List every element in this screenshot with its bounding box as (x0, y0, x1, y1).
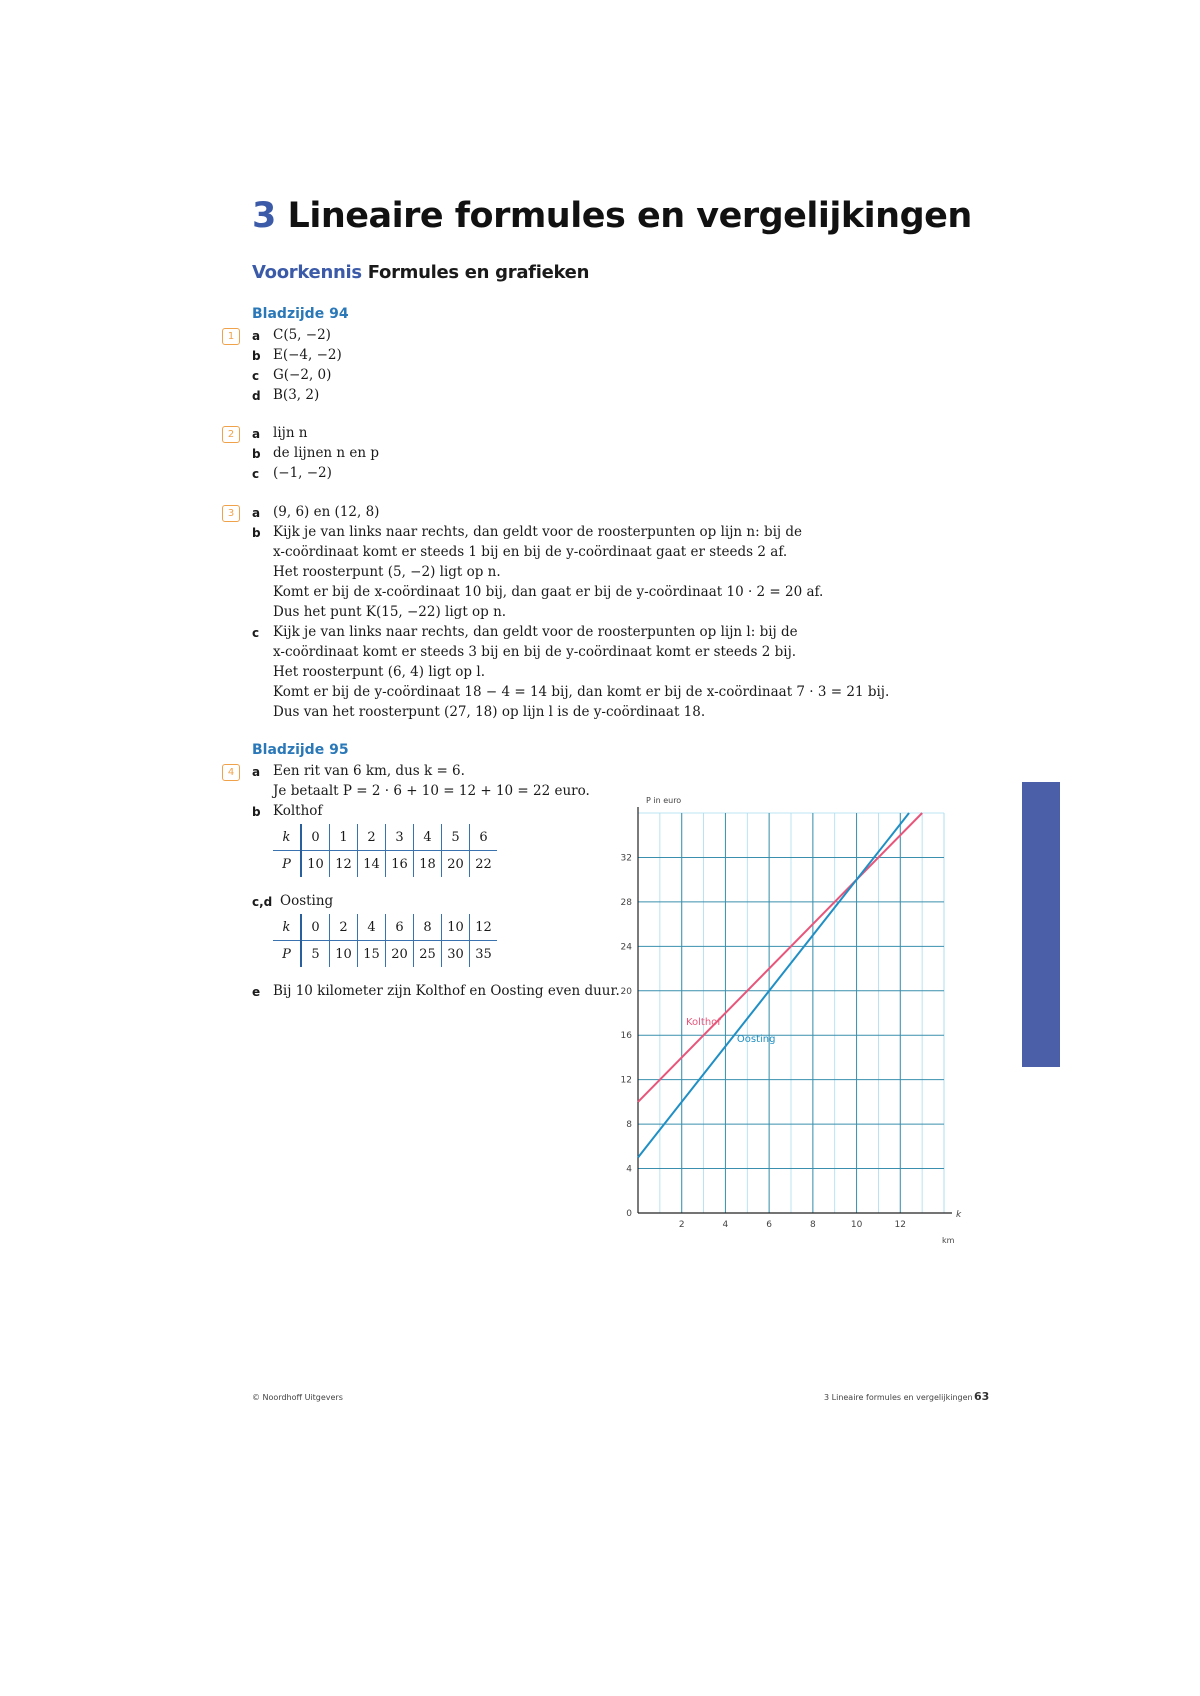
answer-3c-line: Komt er bij de y-coördinaat 18 − 4 = 14 bij, dan komt er bij de x-coördinaat 7 · 3 = 21 bij. (273, 684, 890, 700)
table-row (273, 851, 497, 878)
footer-page-number: 63 (974, 1390, 990, 1403)
table-cell: 18 (414, 851, 442, 878)
letter: d (252, 389, 261, 403)
table-row (273, 914, 497, 941)
y-tick-label: 32 (620, 853, 632, 864)
answer-3c-line: Kijk je van links naar rechts, dan geldt voor de roosterpunten op lijn l: bij de (273, 624, 798, 640)
letter: c (252, 626, 260, 640)
answer-3c-line: Het roosterpunt (6, 4) ligt op l. (273, 664, 485, 680)
y-tick-label: 20 (620, 986, 632, 997)
answer-3b-line: Kijk je van links naar rechts, dan geldt voor de roosterpunten op lijn n: bij de (273, 524, 803, 540)
chapter-title (252, 196, 972, 236)
y-tick-label: 0 (626, 1209, 632, 1219)
table-cell: P (282, 856, 291, 872)
answer-1c: G(−2, 0) (273, 367, 332, 383)
letter: a (252, 329, 261, 343)
letter: b (252, 447, 261, 461)
table-cell: 12 (330, 851, 358, 878)
table-cell: 1 (330, 824, 358, 851)
letter: a (252, 506, 261, 520)
x-tick-label: 6 (766, 1220, 773, 1230)
answer-1b: E(−4, −2) (273, 347, 342, 363)
table-cell: 22 (470, 851, 498, 878)
table-row (273, 824, 497, 851)
letter: b (252, 349, 261, 363)
table-cell: k (273, 824, 301, 851)
answer-4e: Bij 10 kilometer zijn Kolthof en Oosting even duur. (273, 983, 620, 999)
y-tick-label: 24 (620, 942, 632, 953)
answer-3c-line: x-coördinaat komt er steeds 3 bij en bij de y-coördinaat komt er steeds 2 bij. (273, 644, 797, 660)
table-cell: 14 (358, 851, 386, 878)
series-line (638, 813, 922, 1102)
table-cell: k (273, 914, 301, 941)
footer-chapter: 3 Lineaire formules en vergelijkingen (824, 1393, 973, 1402)
section-title-text: Formules en grafieken (367, 262, 590, 283)
table-row (273, 941, 497, 968)
series-label: Kolthof (685, 1016, 721, 1028)
letter: e (252, 985, 261, 999)
answer-4a-line: Je betaalt P = 2 · 6 + 10 = 12 + 10 = 22 euro. (273, 783, 590, 799)
table-cell: 2 (358, 824, 386, 851)
answer-3c-line: Dus van het roosterpunt (27, 18) op lijn l is de y-coördinaat 18. (273, 704, 706, 720)
axes (638, 807, 952, 1213)
letter: c (252, 369, 260, 383)
table-cell: 15 (358, 941, 386, 968)
table-cell: 12 (470, 914, 498, 941)
x-tick-label: 10 (850, 1220, 863, 1230)
answer-2b: de lijnen n en p (273, 445, 380, 461)
chapter-title-text: Lineaire formules en vergelijkingen (287, 196, 972, 236)
x-tick-label: 12 (894, 1220, 907, 1230)
section-prefix: Voorkennis (252, 262, 362, 283)
answer-3b-line: x-coördinaat komt er steeds 1 bij en bij de y-coördinaat gaat er steeds 2 af. (273, 544, 788, 560)
answer-3b-line: Dus het punt K(15, −22) ligt op n. (273, 604, 507, 620)
x-tick-label: 4 (722, 1220, 729, 1230)
answer-4a-line: Een rit van 6 km, dus k = 6. (273, 763, 465, 779)
table-cell: 5 (301, 941, 330, 968)
letter: b (252, 526, 261, 540)
letter: c,d (252, 895, 273, 909)
table-cell: 20 (386, 941, 414, 968)
answer-4b-label: Kolthof (273, 803, 323, 819)
question-number-1: 1 (222, 328, 240, 345)
series-line (638, 813, 909, 1157)
table-cell: P (282, 946, 291, 962)
table-cell: 0 (301, 824, 330, 851)
page-heading-94: Bladzijde 94 (252, 306, 349, 322)
table-cell: 16 (386, 851, 414, 878)
x-axis-label: k (956, 1210, 962, 1220)
y-tick-label: 12 (620, 1075, 632, 1086)
y-tick-label: 28 (620, 897, 632, 908)
table-cell: 4 (358, 914, 386, 941)
table-cell: 5 (442, 824, 470, 851)
table-cell: 0 (301, 914, 330, 941)
y-tick-label: 16 (620, 1031, 632, 1042)
table-cell: 4 (414, 824, 442, 851)
question-number-4: 4 (222, 764, 240, 781)
table-cell: 2 (330, 914, 358, 941)
section-title (252, 262, 589, 283)
table-cell: 8 (414, 914, 442, 941)
x-tick-label: 8 (809, 1220, 816, 1230)
table-cell: 35 (470, 941, 498, 968)
table-kolthof (273, 824, 497, 877)
y-tick-label: 4 (626, 1164, 632, 1175)
answer-3a: (9, 6) en (12, 8) (273, 504, 380, 520)
question-number-2: 2 (222, 426, 240, 443)
table-cell: 10 (442, 914, 470, 941)
chapter-side-tab (1022, 782, 1060, 1067)
chapter-number: 3 (252, 196, 276, 236)
series-label: Oosting (736, 1034, 776, 1046)
answer-1d: B(3, 2) (273, 387, 320, 403)
answer-1a: C(5, −2) (273, 327, 331, 343)
answer-3b-line: Komt er bij de x-coördinaat 10 bij, dan gaat er bij de y-coördinaat 10 · 2 = 20 af. (273, 584, 824, 600)
table-cell: 20 (442, 851, 470, 878)
cost-chart (600, 795, 962, 1245)
page-heading-95: Bladzijde 95 (252, 742, 349, 758)
series-lines (638, 813, 922, 1157)
answer-2c: (−1, −2) (273, 465, 332, 481)
answer-4cd-label: Oosting (280, 893, 334, 909)
letter: a (252, 765, 261, 779)
letter: a (252, 427, 261, 441)
letter: b (252, 805, 261, 819)
letter: c (252, 467, 260, 481)
table-cell: 30 (442, 941, 470, 968)
table-cell: 6 (386, 914, 414, 941)
table-cell: 25 (414, 941, 442, 968)
table-cell: 10 (301, 851, 330, 878)
table-cell: 3 (386, 824, 414, 851)
table-cell: 10 (330, 941, 358, 968)
table-oosting (273, 914, 497, 967)
question-number-3: 3 (222, 505, 240, 522)
answer-3b-line: Het roosterpunt (5, −2) ligt op n. (273, 564, 501, 580)
table-cell: 6 (470, 824, 498, 851)
x-tick-label: 2 (678, 1220, 685, 1230)
y-axis-label: P in euro (646, 796, 682, 805)
footer-copyright: © Noordhoff Uitgevers (252, 1393, 343, 1402)
y-tick-label: 8 (626, 1120, 632, 1131)
grid-minor (638, 813, 944, 1213)
answer-2a: lijn n (273, 425, 308, 441)
x-axis-unit: km (942, 1236, 955, 1245)
